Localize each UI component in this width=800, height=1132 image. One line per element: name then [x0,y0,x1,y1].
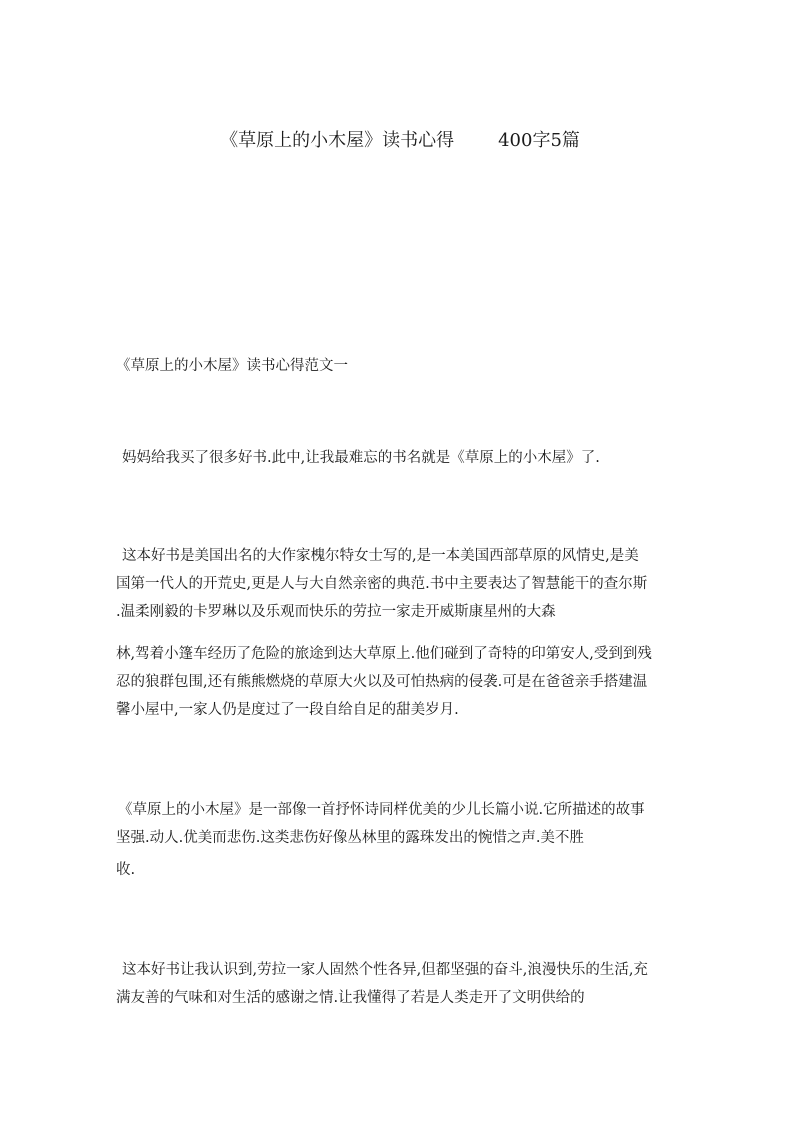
paragraph-line: 馨小屋中,一家人仍是度过了一段自给自足的甜美岁月. [116,702,459,718]
paragraph-3 [116,640,696,724]
paragraph-line: 国第一代人的开荒史,更是人与大自然亲密的典范.书中主要表达了智慧能干的查尔斯 [116,576,648,592]
paragraph-line: 这本好书让我认识到,劳拉一家人固然个性各异,但都坚强的奋斗,浪漫快乐的生活,充 [122,962,648,978]
paragraph-line: 林,驾着小篷车经历了危险的旅途到达大草原上.他们碰到了奇特的印第安人,受到到残 [116,646,652,662]
paragraph-line: 坚强.动人.优美而悲伤.这类悲伤好像丛林里的露珠发出的惋惜之声.美不胜 [116,830,584,846]
paragraph-line: 这本好书是美国出名的大作家槐尔特女士写的,是一本美国西部草原的风情史,是美 [122,548,639,564]
heading-text: 《草原上的小木屋》读书心得范文一 [116,358,348,374]
paragraph-line: 妈妈给我买了很多好书.此中,让我最难忘的书名就是《草原上的小木屋》了. [122,450,600,466]
paragraph-line: 《草原上的小木屋》是一部像一首抒怀诗同样优美的少儿长篇小说.它所描述的故事 [118,802,645,818]
section-heading [116,352,696,380]
document-title [0,128,800,154]
paragraph-5 [116,856,696,884]
paragraph-1 [116,444,696,472]
paragraph-4 [116,796,696,852]
paragraph-line: 收. [116,862,136,878]
paragraph-line: 忍的狼群包围,还有熊熊燃烧的草原大火以及可怕热病的侵袭.可是在爸爸亲手搭建温 [116,674,648,690]
paragraph-line: .温柔刚毅的卡罗琳以及乐观而快乐的劳拉一家走开威斯康星州的大森 [116,604,556,620]
paragraph-2 [116,542,696,626]
paragraph-6 [116,956,696,1012]
title-suffix: 400字5篇 [498,130,580,151]
paragraph-line: 满友善的气味和对生活的感谢之情.让我懂得了若是人类走开了文明供给的 [116,990,585,1006]
title-main: 《草原上的小木屋》读书心得 [220,130,455,151]
